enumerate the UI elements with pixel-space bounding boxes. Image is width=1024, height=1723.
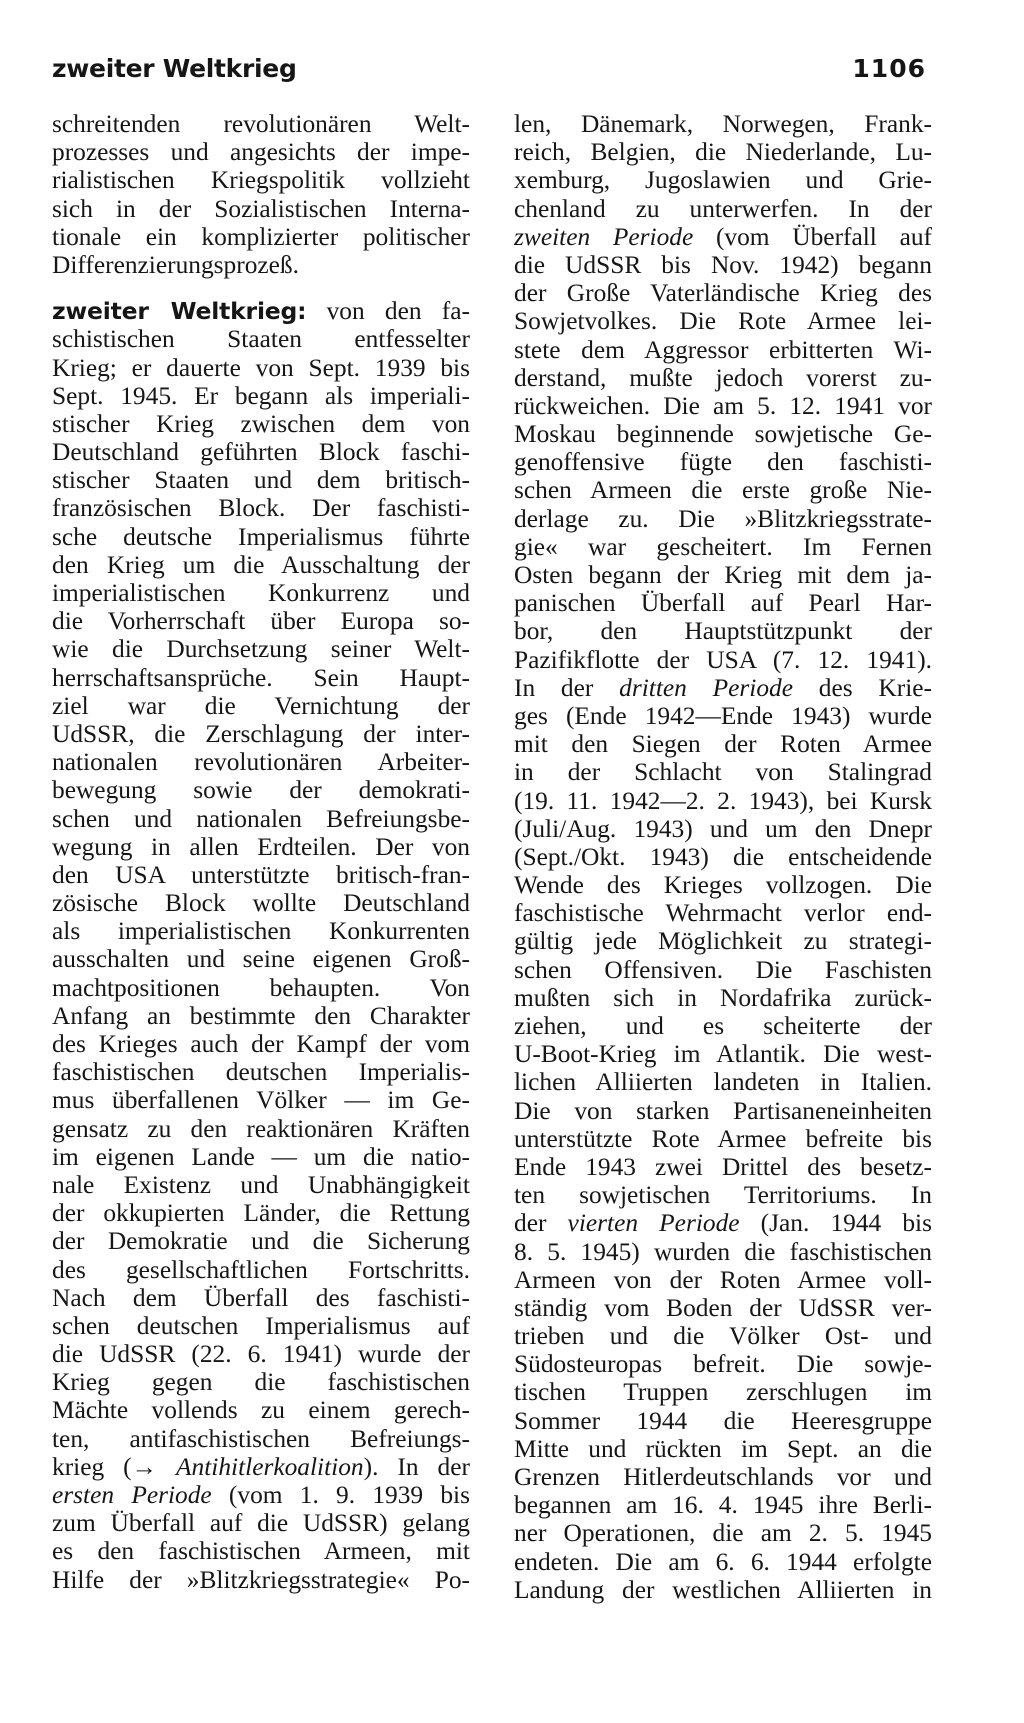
text-line: reich, Belgien, die Niederlande, Lu- <box>514 138 932 167</box>
term-first-period-noun: Periode <box>131 1481 212 1509</box>
text-line: wegung in allen Erdteilen. Der von <box>52 832 470 861</box>
text-line: Krieg gegen die faschistischen <box>52 1368 470 1397</box>
text-line: Wende des Krieges vollzogen. Die <box>514 871 932 900</box>
right-column <box>514 110 932 1604</box>
page-number: 1106 <box>852 54 926 83</box>
text-line: panischen Überfall auf Pearl Har- <box>514 589 932 618</box>
text-line: Pazifikflotte der USA (7. 12. 1941). <box>514 645 932 674</box>
text-line: zösische Block wollte Deutschland <box>52 889 470 918</box>
text-line: in der Schlacht von Stalingrad <box>514 758 932 787</box>
text-line: des Krieges auch der Kampf der vom <box>52 1030 470 1058</box>
running-header-title: zweiter Weltkrieg <box>52 54 297 83</box>
text-line: mus überfallenen Völker — im Ge- <box>52 1086 470 1115</box>
text-line: (Sept./Okt. 1943) die entscheidende <box>514 842 932 871</box>
text-line: Sowjetvolkes. Die Rote Armee lei- <box>514 307 932 336</box>
text-line: bor, den Hauptstützpunkt der <box>514 617 932 646</box>
text-line: stischer Krieg zwischen dem von <box>52 409 470 438</box>
text-line: mit den Siegen der Roten Armee <box>514 730 932 759</box>
text-line: 8. 5. 1945) wurden die faschistischen <box>514 1237 932 1266</box>
text-line: der Demokratie und die Sicherung <box>52 1227 470 1256</box>
text-line: schen Offensiven. Die Faschisten <box>514 955 932 984</box>
text-line: Die von starken Partisaneneinheiten <box>514 1096 932 1125</box>
text-line: ausschalten und seine eigenen Groß- <box>52 945 470 974</box>
text-line: gensatz zu den reaktionären Kräften <box>52 1114 470 1143</box>
text-line: ges (Ende 1942—Ende 1943) wurde <box>514 701 932 730</box>
text-line: sche deutsche Imperialismus führte <box>52 522 470 551</box>
text-line: ten sowjetischen Territoriums. In <box>514 1181 932 1210</box>
text-line: es den faschistischen Armeen, mit <box>52 1537 470 1566</box>
text-line: der okkupierten Länder, die Rettung <box>52 1199 470 1228</box>
text-line: Mitte und rückten im Sept. an die <box>514 1434 932 1463</box>
text-line: Grenzen Hitlerdeutschlands vor und <box>514 1463 932 1491</box>
text-line: stischer Staaten und dem britisch- <box>52 466 470 495</box>
text-line: bewegung sowie der demokrati- <box>52 776 470 805</box>
text-line: Mächte vollends zu einem gerech- <box>52 1396 470 1425</box>
text-line: gie« war gescheitert. Im Fernen <box>514 532 932 561</box>
text-line: xemburg, Jugoslawien und Grie- <box>514 166 932 195</box>
text-segment: ). In der <box>363 1452 470 1481</box>
text-line: Osten begann der Krieg mit dem ja- <box>514 561 932 589</box>
text-line: schreitenden revolutionären Welt- <box>52 110 470 138</box>
text-line <box>514 223 932 251</box>
text-line: den USA unterstützte britisch-fran- <box>52 860 470 889</box>
text-line: lichen Alliierten landeten in Italien. <box>514 1068 932 1097</box>
text-line: faschistische Wehrmacht verlor end- <box>514 899 932 928</box>
text-line: (Juli/Aug. 1943) und um den Dnepr <box>514 814 932 843</box>
text-line: Moskau beginnende sowjetische Ge- <box>514 420 932 449</box>
left-column <box>52 110 470 1594</box>
text-line: Deutschland geführten Block faschi- <box>52 438 470 467</box>
text-line <box>514 674 932 702</box>
text-line: zum Überfall auf die UdSSR) gelang <box>52 1509 470 1538</box>
text-line: stete dem Aggressor erbitterten Wi- <box>514 335 932 364</box>
entry-headword: zweiter Weltkrieg: <box>52 297 307 326</box>
text-line: als imperialistischen Konkurrenten <box>52 917 470 946</box>
text-line: den Krieg um die Ausschaltung der <box>52 550 470 579</box>
text-line: Krieg; er dauerte von Sept. 1939 bis <box>52 353 470 382</box>
text-line: Landung der westlichen Alliierten in <box>514 1575 932 1604</box>
text-line: schistischen Staaten entfesselter <box>52 325 470 354</box>
text-line <box>52 1453 470 1481</box>
cross-reference-link[interactable]: Antihitlerkoalition <box>176 1452 364 1481</box>
term-fourth-period: vierten Periode <box>567 1209 740 1238</box>
text-line: endeten. Die am 6. 6. 1944 erfolgte <box>514 1547 932 1576</box>
text-line: Differenzierungsprozeß. <box>52 250 299 279</box>
paragraph-gap <box>52 279 470 297</box>
text-line: U-Boot-Krieg im Atlantik. Die west- <box>514 1040 932 1069</box>
text-segment: (vom 1. 9. 1939 bis <box>211 1481 470 1509</box>
text-line: die UdSSR (22. 6. 1941) wurde der <box>52 1340 470 1369</box>
text-segment: von den fa- <box>306 297 470 326</box>
term-first-period-word: ersten <box>52 1481 115 1509</box>
text-line: des gesellschaftlichen Fortschritts. <box>52 1255 470 1284</box>
text-line: ziel war die Vernichtung der <box>52 691 470 720</box>
text-line: die UdSSR bis Nov. 1942) begann <box>514 250 932 279</box>
text-line: imperialistischen Konkurrenz und <box>52 579 470 607</box>
text-line: wie die Durchsetzung seiner Welt- <box>52 635 470 664</box>
text-segment: der <box>514 1209 568 1238</box>
text-line: unterstützte Rote Armee befreite bis <box>514 1124 932 1153</box>
text-line: Ende 1943 zwei Drittel des besetz- <box>514 1152 932 1181</box>
text-line: machtpositionen behaupten. Von <box>52 973 470 1002</box>
text-line: trieben und die Völker Ost- und <box>514 1322 932 1351</box>
text-line: ziehen, und es scheiterte der <box>514 1012 932 1040</box>
text-line: begannen am 16. 4. 1945 ihre Berli- <box>514 1491 932 1520</box>
text-line: gültig jede Möglichkeit zu strategi- <box>514 927 932 956</box>
text-line: Südosteuropas befreit. Die sowje- <box>514 1350 932 1379</box>
text-line: nale Existenz und Unabhängigkeit <box>52 1170 470 1199</box>
text-line: im eigenen Lande — um die natio- <box>52 1142 470 1171</box>
text-segment: (Jan. 1944 bis <box>739 1209 932 1238</box>
text-line: rückweichen. Die am 5. 12. 1941 vor <box>514 391 932 420</box>
text-line: mußten sich in Nordafrika zurück- <box>514 983 932 1012</box>
text-line: herrschaftsansprüche. Sein Haupt- <box>52 663 470 692</box>
text-line: genoffensive fügte den faschisti- <box>514 448 932 477</box>
text-line: französischen Block. Der faschisti- <box>52 494 470 523</box>
text-line: schen Armeen die erste große Nie- <box>514 476 932 505</box>
text-line: Sept. 1945. Er begann als imperiali- <box>52 381 470 410</box>
text-line: (19. 11. 1942—2. 2. 1943), bei Kursk <box>514 786 932 815</box>
text-line: der Große Vaterländische Krieg des <box>514 279 932 308</box>
text-line: tionale ein komplizierter politischer <box>52 222 470 251</box>
text-segment: des Krie- <box>793 673 932 702</box>
text-line <box>52 1481 470 1509</box>
text-line: tischen Truppen zerschlugen im <box>514 1378 932 1407</box>
text-line: Anfang an bestimmte den Charakter <box>52 1001 470 1030</box>
text-line: schen und nationalen Befreiungsbe- <box>52 804 470 833</box>
text-segment: krieg ( <box>52 1452 132 1481</box>
term-second-period: zweiten Periode <box>514 222 694 251</box>
text-line: Hilfe der »Blitzkriegsstrategie« Po- <box>52 1565 470 1594</box>
text-line: Nach dem Überfall des faschisti- <box>52 1283 470 1312</box>
text-line: Sommer 1944 die Heeresgruppe <box>514 1406 932 1435</box>
text-line: chenland zu unterwerfen. In der <box>514 194 932 223</box>
text-segment: (vom Überfall auf <box>693 222 932 251</box>
text-line: ständig vom Boden der UdSSR ver- <box>514 1293 932 1322</box>
text-line: len, Dänemark, Norwegen, Frank- <box>514 110 932 138</box>
text-segment: In der <box>514 673 620 702</box>
text-line <box>514 1209 932 1237</box>
term-first-period <box>52 1481 212 1509</box>
text-line: faschistischen deutschen Imperialis- <box>52 1058 470 1087</box>
text-line: sich in der Sozialistischen Interna- <box>52 194 470 223</box>
text-line: Armeen von der Roten Armee voll- <box>514 1265 932 1294</box>
entry-first-line <box>52 297 470 325</box>
text-line: derstand, mußte jedoch vorerst zu- <box>514 363 932 392</box>
text-line: prozesses und angesichts der impe- <box>52 138 470 167</box>
term-third-period: dritten Periode <box>619 673 793 702</box>
text-line: derlage zu. Die »Blitzkriegsstrate- <box>514 504 932 533</box>
text-line: UdSSR, die Zerschlagung der inter- <box>52 719 470 748</box>
text-line: schen deutschen Imperialismus auf <box>52 1311 470 1340</box>
text-line: die Vorherrschaft über Europa so- <box>52 607 470 636</box>
text-line: rialistischen Kriegspolitik vollzieht <box>52 166 470 195</box>
cross-reference-arrow: → <box>131 1452 158 1481</box>
text-line: ner Operationen, die am 2. 5. 1945 <box>514 1519 932 1548</box>
text-line: nationalen revolutionären Arbeiter- <box>52 748 470 777</box>
text-line: ten, antifaschistischen Befreiungs- <box>52 1424 470 1453</box>
